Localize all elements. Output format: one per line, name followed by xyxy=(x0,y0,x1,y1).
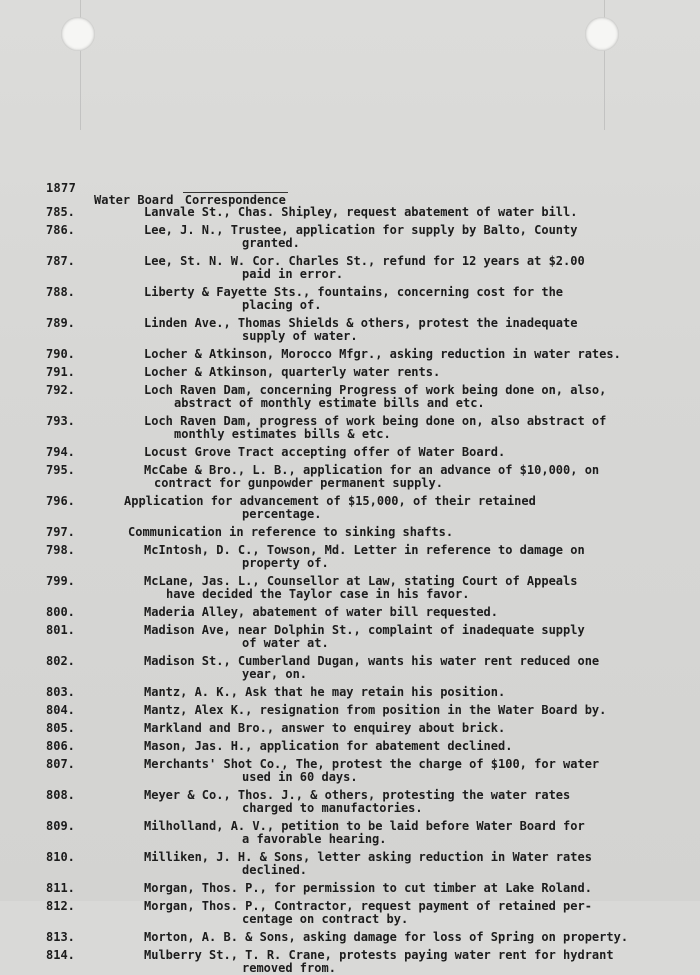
list-item xyxy=(46,655,694,681)
list-item xyxy=(46,851,694,877)
entry-number: 785. xyxy=(46,205,75,219)
entry-text: Maderia Alley, abatement of water bill requested. xyxy=(144,605,499,619)
list-item xyxy=(46,624,694,650)
entry-text-continuation: placing of. xyxy=(242,298,322,312)
entry-text-continuation: centage on contract by. xyxy=(242,912,409,926)
entry-text-continuation: charged to manufactories. xyxy=(242,801,423,815)
list-item xyxy=(46,224,694,250)
entry-text: Milliken, J. H. & Sons, letter asking reduction in Water rates xyxy=(144,850,592,864)
list-item xyxy=(46,495,694,521)
entry-number: 793. xyxy=(46,414,75,428)
entry-number: 811. xyxy=(46,881,75,895)
punch-hole-left xyxy=(61,17,95,51)
entry-number: 799. xyxy=(46,574,75,588)
entry-number: 810. xyxy=(46,850,75,864)
entry-text-continuation: property of. xyxy=(242,556,329,570)
list-item xyxy=(46,286,694,312)
entry-text-continuation: have decided the Taylor case in his favor. xyxy=(166,587,470,601)
entry-text-continuation: a favorable hearing. xyxy=(242,832,387,846)
list-item xyxy=(46,722,694,735)
entry-text: Morton, A. B. & Sons, asking damage for loss of Spring on property. xyxy=(144,930,629,944)
list-item xyxy=(46,464,694,490)
entry-text-continuation: year, on. xyxy=(242,667,308,681)
entry-text: Linden Ave., Thomas Shields & others, protest the inadequate xyxy=(144,316,578,330)
entry-text: Morgan, Thos. P., for permission to cut timber at Lake Roland. xyxy=(144,881,592,895)
punch-hole-right xyxy=(585,17,619,51)
list-item xyxy=(46,206,694,219)
list-item xyxy=(46,882,694,895)
entry-text-continuation: supply of water. xyxy=(242,329,358,343)
entry-number: 794. xyxy=(46,445,75,459)
list-item xyxy=(46,575,694,601)
list-item xyxy=(46,606,694,619)
entry-text: Madison St., Cumberland Dugan, wants his water rent reduced one xyxy=(144,654,600,668)
entry-text: Application for advancement of $15,000, of their retained xyxy=(124,494,536,508)
list-item xyxy=(46,415,694,441)
list-item xyxy=(46,317,694,343)
list-item xyxy=(46,704,694,717)
entry-number: 807. xyxy=(46,757,75,771)
entry-number: 814. xyxy=(46,948,75,962)
entry-text: Lanvale St., Chas. Shipley, request abatement of water bill. xyxy=(144,205,578,219)
list-item xyxy=(46,740,694,753)
entry-text-continuation: removed from. xyxy=(242,961,336,975)
entry-text: Loch Raven Dam, progress of work being done on, also abstract of xyxy=(144,414,607,428)
entry-text: Locust Grove Tract accepting offer of Water Board. xyxy=(144,445,506,459)
list-item xyxy=(46,446,694,459)
entry-text: Meyer & Co., Thos. J., & others, protesting the water rates xyxy=(144,788,571,802)
entry-text: Loch Raven Dam, concerning Progress of work being done on, also, xyxy=(144,383,607,397)
entry-text: Morgan, Thos. P., Contractor, request payment of retained per- xyxy=(144,899,592,913)
entry-text: Locher & Atkinson, Morocco Mfgr., asking reduction in water rates. xyxy=(144,347,621,361)
entry-number: 806. xyxy=(46,739,75,753)
entry-text: Lee, St. N. W. Cor. Charles St., refund for 12 years at $2.00 xyxy=(144,254,585,268)
entry-list xyxy=(46,206,694,975)
entry-number: 802. xyxy=(46,654,75,668)
list-item xyxy=(46,820,694,846)
entry-text-continuation: declined. xyxy=(242,863,308,877)
entry-number: 789. xyxy=(46,316,75,330)
heading-sub: Correspondence xyxy=(184,193,286,207)
entry-number: 788. xyxy=(46,285,75,299)
entry-number: 787. xyxy=(46,254,75,268)
list-item xyxy=(46,900,694,926)
entry-number: 804. xyxy=(46,703,75,717)
entry-text: Lee, J. N., Trustee, application for supply by Balto, County xyxy=(144,223,578,237)
list-item xyxy=(46,949,694,975)
entry-number: 791. xyxy=(46,365,75,379)
entry-text: Mulberry St., T. R. Crane, protests paying water rent for hydrant xyxy=(144,948,614,962)
entry-text-continuation: contract for gunpowder permanent supply. xyxy=(154,476,443,490)
entry-text: Communication in reference to sinking shafts. xyxy=(128,525,454,539)
entry-text-continuation: monthly estimates bills & etc. xyxy=(174,427,391,441)
entry-number: 795. xyxy=(46,463,75,477)
entry-number: 796. xyxy=(46,494,75,508)
entry-number: 809. xyxy=(46,819,75,833)
entry-text-continuation: percentage. xyxy=(242,507,322,521)
list-item xyxy=(46,348,694,361)
entry-text: Liberty & Fayette Sts., fountains, concerning cost for the xyxy=(144,285,564,299)
entry-number: 801. xyxy=(46,623,75,637)
entry-number: 805. xyxy=(46,721,75,735)
list-item xyxy=(46,789,694,815)
entry-number: 790. xyxy=(46,347,75,361)
list-item xyxy=(46,686,694,699)
list-item xyxy=(46,255,694,281)
list-item xyxy=(46,526,694,539)
list-item xyxy=(46,366,694,379)
entry-number: 797. xyxy=(46,525,75,539)
entry-text-continuation: used in 60 days. xyxy=(242,770,358,784)
entry-text: Mantz, A. K., Ask that he may retain his position. xyxy=(144,685,506,699)
entry-text: Mason, Jas. H., application for abatement declined. xyxy=(144,739,513,753)
entry-number: 798. xyxy=(46,543,75,557)
entry-text: McCabe & Bro., L. B., application for an advance of $10,000, on xyxy=(144,463,600,477)
entry-number: 803. xyxy=(46,685,75,699)
entry-text-continuation: of water at. xyxy=(242,636,329,650)
entry-text: Markland and Bro., answer to enquirey about brick. xyxy=(144,721,506,735)
list-item xyxy=(46,931,694,944)
heading-main: Water Board xyxy=(94,193,174,207)
entry-text: Merchants' Shot Co., The, protest the charge of $100, for water xyxy=(144,757,600,771)
entry-text-continuation: granted. xyxy=(242,236,300,250)
entry-text-continuation: abstract of monthly estimate bills and etc. xyxy=(174,396,485,410)
entry-number: 808. xyxy=(46,788,75,802)
list-item xyxy=(46,758,694,784)
entry-number: 812. xyxy=(46,899,75,913)
list-item xyxy=(46,544,694,570)
entry-text-continuation: paid in error. xyxy=(242,267,344,281)
entry-text: Madison Ave, near Dolphin St., complaint of inadequate supply xyxy=(144,623,585,637)
record-year: 1877 xyxy=(46,181,77,195)
entry-number: 792. xyxy=(46,383,75,397)
list-item xyxy=(46,384,694,410)
entry-text: McIntosh, D. C., Towson, Md. Letter in reference to damage on xyxy=(144,543,585,557)
entry-text: Mantz, Alex K., resignation from position in the Water Board by. xyxy=(144,703,607,717)
entry-number: 786. xyxy=(46,223,75,237)
entry-text: McLane, Jas. L., Counsellor at Law, stating Court of Appeals xyxy=(144,574,578,588)
entry-text: Milholland, A. V., petition to be laid before Water Board for xyxy=(144,819,585,833)
entry-text: Locher & Atkinson, quarterly water rents. xyxy=(144,365,441,379)
entry-number: 800. xyxy=(46,605,75,619)
entry-number: 813. xyxy=(46,930,75,944)
